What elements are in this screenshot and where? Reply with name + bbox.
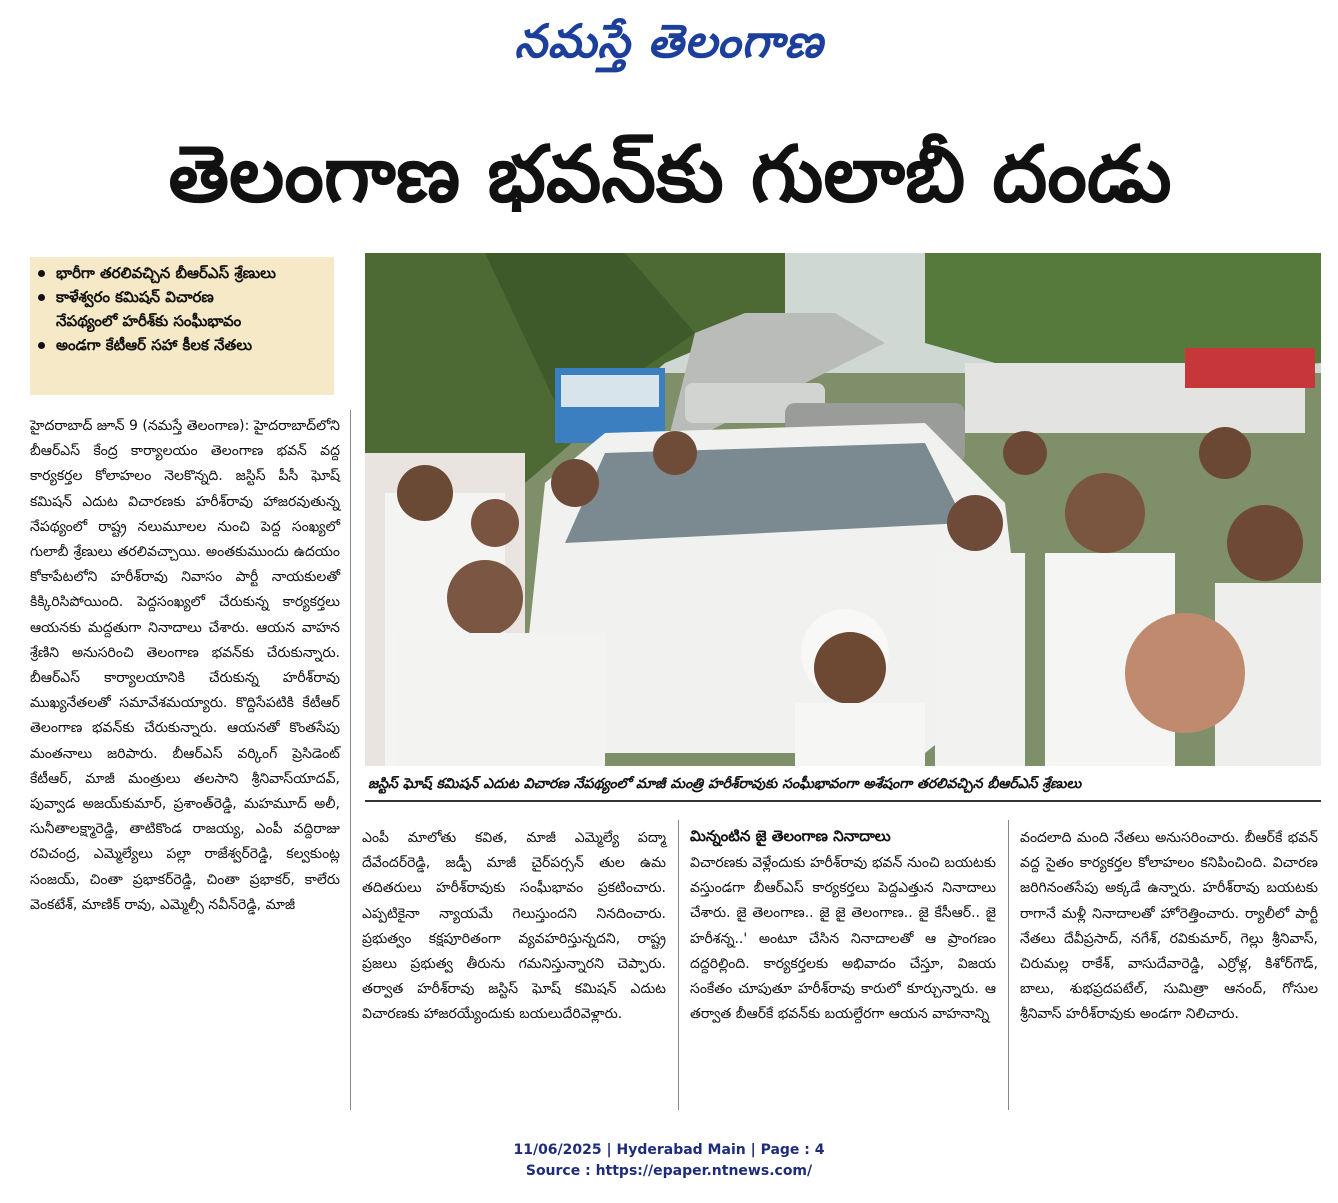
- column-divider: [350, 410, 351, 1110]
- headline: తెలంగాణ భవన్‌కు గులాబీ దండు: [168, 130, 1172, 220]
- column-divider: [1008, 820, 1009, 1110]
- article-column-3: [690, 851, 996, 1027]
- bullet-icon: [38, 270, 45, 277]
- highlights-box: [30, 257, 334, 395]
- news-photo: [365, 253, 1321, 766]
- highlight-item: [36, 285, 328, 309]
- column-divider: [678, 820, 679, 1110]
- footer-source: Source : https://epaper.ntnews.com/: [525, 1163, 813, 1179]
- article-column-2: [362, 826, 666, 1028]
- highlight-item: [36, 261, 328, 285]
- footer-dateline: 11/06/2025 | Hyderabad Main | Page : 4: [513, 1142, 825, 1158]
- bullet-icon: [38, 342, 45, 349]
- article-text: వందలాది మంది నేతలు అనుసరించారు. బీఆర్‌కే భవన్ వద్ద సైతం కార్యకర్తల కోలాహలం కనిపించింది. విచారణ జరిగినంతసేపు అక్కడే ఉన్నారు. హరీశ్‌రావు బయటకు రాగానే మళ్లీ నినాదాలతో హోరెత్తించారు. ర్యాలీలో పార్టీ నేతలు దేవీప్రసాద్, నగేశ్, రవికుమార్, గెల్లు శ్రీనివాస్, చిరుమల్ల రాకేశ్, వాసుదేవారెడ్డి, ఎర్రోళ్ల, కిశోర్‌గౌడ్, బాలు, శుభప్రదపటేల్, సుమిత్రా ఆనంద్, గోసుల శ్రీనివాస్ హరీశ్‌రావుకు అండగా నిలిచారు.: [1020, 830, 1318, 1023]
- highlight-text: భారీగా తరలివచ్చిన బీఆర్‌ఎస్ శ్రేణులు: [56, 264, 276, 282]
- highlight-text-continued: నేపథ్యంలో హరీశ్‌కు సంఘీభావం: [56, 312, 242, 330]
- photo-caption: జస్టిస్ ఘోష్ కమిషన్ ఎదుట విచారణ నేపథ్యంలో మాజీ మంత్రి హరీశ్‌రావుకు సంఘీభావంగా అశేషంగా తరలివచ్చిన బీఆర్‌ఎస్ శ్రేణులు: [368, 776, 1082, 792]
- highlight-item: [36, 333, 328, 357]
- caption-divider: [365, 800, 1321, 802]
- article-text: హైదరాబాద్ జూన్ 9 (నమస్తే తెలంగాణ): హైదరాబాద్‌లోని బీఆర్‌ఎస్ కేంద్ర కార్యాలయం తెలంగాణ భవన్ వద్ద కార్యకర్తల కోలాహలం నెలకొన్నది. జస్టిస్ పీసీ ఘోష్ కమిషన్ ఎదుట విచారణకు హరీశ్‌రావు హాజరవుతున్న నేపథ్యంలో రాష్ట్ర నలుమూలల నుంచి పెద్ద సంఖ్యలో గులాబీ శ్రేణులు తరలివచ్చాయి. అంతకుముందు ఉదయం కోకాపేటలోని హరీశ్‌రావు నివాసం పార్టీ నాయకులతో కిక్కిరిసిపోయింది. పెద్దసంఖ్యలో చేరుకున్న కార్యకర్తలు ఆయనకు మద్దతుగా నినాదాలు చేశారు. ఆయన వాహన శ్రేణిని అనుసరించి తెలంగాణ భవన్‌కు చేరుకున్నారు. బీఆర్‌ఎస్ కార్యాలయానికి చేరుకున్న హరీశ్‌రావు ముఖ్యనేతలతో సమావేశమయ్యారు. కొద్దిసేపటికి కేటీఆర్ తెలంగాణ భవన్‌కు చేరుకున్నారు. ఆయనతో కొంతసేపు మంతనాలు జరిపారు. బీఆర్‌ఎస్ వర్కింగ్ ప్రెసిడెంట్ కేటీఆర్, మాజీ మంత్రులు తలసాని శ్రీనివాస్‌యాదవ్, పువ్వాడ అజయ్‌కుమార్, ప్రశాంత్‌రెడ్డి, మహమూద్ అలీ, సునీతాలక్ష్మారెడ్డి, తాటికొండ రాజయ్య, ఎంపీ వద్దిరాజు రవిచంద్ర, ఎమ్మెల్యేలు పల్లా రాజేశ్వర్‌రెడ్డి, కల్వకుంట్ల సంజయ్, చింతా ప్రభాకర్‌రెడ్డి, చింతా ప్రభాకర్, కాలేరు వెంకటేశ్, మాణిక్ రావు, ఎమ్మెల్సీ నవీన్‌రెడ్డి, మాజీ: [30, 418, 340, 913]
- bullet-icon: [38, 294, 45, 301]
- highlight-text: కాళేశ్వరం కమిషన్ విచారణ: [56, 288, 214, 306]
- subheading: మిన్నంటిన జై తెలంగాణ నినాదాలు: [690, 827, 891, 845]
- article-text: విచారణకు వెళ్లేందుకు హరీశ్‌రావు భవన్ నుంచి బయటకు వస్తుండగా బీఆర్‌ఎస్ కార్యకర్తలు పెద్దఎత్తున నినాదాలు చేశారు. జై తెలంగాణ.. జై జై తెలంగాణ.. జై కేసీఆర్.. జై హరీశన్న..' అంటూ చేసిన నినాదాలతో ఆ ప్రాంగణం దద్దరిల్లింది. కార్యకర్తలకు అభివాదం చేస్తూ, విజయ సంకేతం చూపుతూ హరీశ్‌రావు కారులో కూర్చున్నారు. ఆ తర్వాత బీఆర్‌కే భవన్‌కు బయల్దేరగా ఆయన వాహనాన్ని: [690, 855, 996, 1023]
- masthead-logo: నమస్తే తెలంగాణ: [514, 14, 824, 68]
- highlight-text: అండగా కేటీఆర్ సహా కీలక నేతలు: [56, 336, 253, 354]
- article-text: ఎంపీ మాలోతు కవిత, మాజీ ఎమ్మెల్యే పద్మా దేవేందర్‌రెడ్డి, జడ్పీ మాజీ చైర్‌పర్సన్ తుల ఉమ తదితరులు హరీశ్‌రావుకు సంఘీభావం ప్రకటించారు. ఎప్పటికైనా న్యాయమే గెలుస్తుందని నినదించారు. ప్రభుత్వం కక్షపూరితంగా వ్యవహరిస్తున్నదని, రాష్ట్ర ప్రజలు ప్రభుత్వ తీరును గమనిస్తున్నారని చెప్పారు. తర్వాత హరీశ్‌రావు జస్టిస్ ఘోష్ కమిషన్ ఎదుట విచారణకు హాజరయ్యేందుకు బయలుదేరివెళ్లారు.: [362, 830, 666, 1023]
- article-column-1: [30, 414, 340, 918]
- crowd-photo-illustration: [365, 253, 1321, 766]
- article-column-4: [1020, 826, 1318, 1028]
